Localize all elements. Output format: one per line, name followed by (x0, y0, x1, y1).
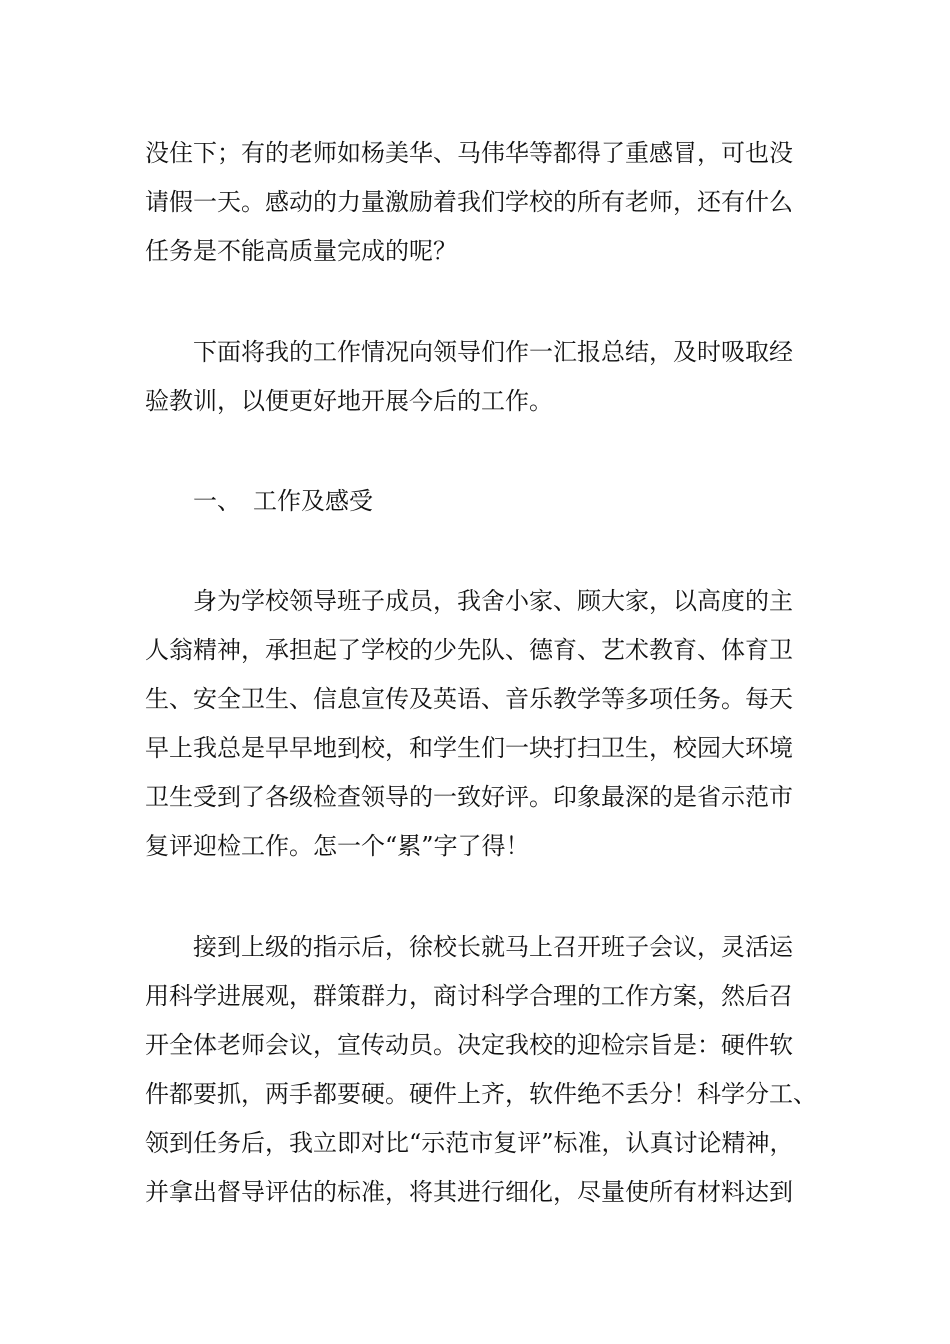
paragraph-line: 生、安全卫生、信息宣传及英语、音乐教学等多项任务。每天 (145, 685, 793, 713)
paragraph-line: 接到上级的指示后，徐校长就马上召开班子会议，灵活运 (193, 933, 793, 961)
paragraph-line: 验教训，以便更好地开展今后的工作。 (145, 387, 553, 415)
paragraph-line: 复评迎检工作。怎一个“累”字了得！ (145, 832, 530, 860)
heading-title: 工作及感受 (253, 487, 373, 515)
paragraph-line: 人翁精神，承担起了学校的少先队、德育、艺术教育、体育卫 (145, 636, 793, 664)
paragraph-line: 没住下；有的老师如杨美华、马伟华等都得了重感冒，可也没 (145, 139, 793, 167)
paragraph-line: 并拿出督导评估的标准，将其进行细化，尽量使所有材料达到 (145, 1178, 793, 1206)
paragraph-line: 早上我总是早早地到校，和学生们一块打扫卫生，校园大环境 (145, 734, 793, 762)
paragraph-line: 领到任务后，我立即对比“示范市复评”标准，认真讨论精神， (145, 1129, 794, 1157)
paragraph-line: 卫生受到了各级检查领导的一致好评。印象最深的是省示范市 (145, 783, 793, 811)
paragraph-line: 任务是不能高质量完成的呢？ (145, 237, 457, 265)
paragraph-line: 开全体老师会议，宣传动员。决定我校的迎检宗旨是：硬件软 (145, 1031, 793, 1059)
paragraph-line: 用科学进展观，群策群力，商讨科学合理的工作方案，然后召 (145, 982, 793, 1010)
paragraph-line: 请假一天。感动的力量激励着我们学校的所有老师，还有什么 (145, 188, 793, 216)
paragraph-line: 件都要抓，两手都要硬。硬件上齐，软件绝不丢分！科学分工、 (145, 1080, 817, 1108)
heading-number: 一、 (193, 487, 241, 515)
paragraph-line: 下面将我的工作情况向领导们作一汇报总结，及时吸取经 (193, 338, 793, 366)
paragraph-line: 身为学校领导班子成员，我舍小家、顾大家，以高度的主 (193, 587, 793, 615)
